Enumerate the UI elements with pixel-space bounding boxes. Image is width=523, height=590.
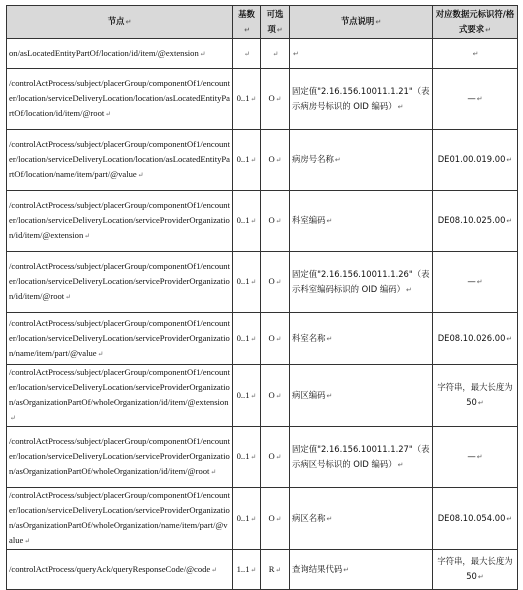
node-cell-text: /controlActProcess/subject/placerGroup/componentOf1/encounter/location/serviceDeliveryLocation/location/asLocatedEntityPartOf/location/name/item/part/@value <box>9 139 230 179</box>
cardinality-cell-text: 0..1 <box>236 332 250 343</box>
paragraph-mark: ↵ <box>250 391 257 400</box>
cardinality-cell <box>233 39 261 69</box>
paragraph-mark: ↵ <box>272 49 279 58</box>
paragraph-mark: ↵ <box>65 293 72 301</box>
paragraph-mark: ↵ <box>476 453 483 461</box>
paragraph-mark: ↵ <box>275 156 282 164</box>
description-cell-text: 病区名称 <box>292 512 326 523</box>
node-cell <box>7 69 233 130</box>
paragraph-mark: ↵ <box>397 460 404 469</box>
paragraph-mark: ↵ <box>326 391 333 400</box>
format-cell <box>433 130 518 191</box>
format-cell-text: DE08.10.025.00 <box>437 215 506 225</box>
paragraph-mark: ↵ <box>10 414 16 422</box>
paragraph-mark: ↵ <box>476 278 483 286</box>
description-cell-text: 固定值"2.16.156.10011.1.27"（表示病区号标识的 OID 编码） <box>292 443 430 469</box>
paragraph-mark: ↵ <box>334 156 341 164</box>
node-cell-text: /controlActProcess/subject/placerGroup/componentOf1/encounter/location/serviceDeliveryLocation/serviceProviderOrganization/asOrganizationPartOf/wholeOrganization/id/item/@extension <box>9 367 230 407</box>
description-cell <box>290 550 433 590</box>
optional-cell <box>261 130 290 191</box>
format-cell <box>433 313 518 365</box>
optional-cell <box>261 427 290 488</box>
format-cell-text: 字符串，最大长度为 50 <box>437 382 513 407</box>
description-cell <box>290 39 433 69</box>
paragraph-mark: ↵ <box>326 334 333 343</box>
paragraph-mark: ↵ <box>506 334 513 343</box>
format-cell <box>433 365 518 427</box>
header-node: 节点↵ <box>7 6 233 39</box>
table-row <box>7 488 518 550</box>
paragraph-mark: ↵ <box>199 49 206 58</box>
node-cell <box>7 365 233 427</box>
paragraph-mark: ↵ <box>275 278 282 286</box>
header-cardinality: 基数↵ <box>233 6 261 39</box>
table-row <box>7 191 518 252</box>
paragraph-mark: ↵ <box>477 399 484 407</box>
paragraph-mark: ↵ <box>97 349 104 358</box>
paragraph-mark: ↵ <box>477 573 484 581</box>
paragraph-mark: ↵ <box>326 217 333 225</box>
paragraph-mark: ↵ <box>275 514 282 523</box>
format-cell-text: 字符串，最大长度为 50 <box>437 556 513 581</box>
description-cell <box>290 191 433 252</box>
paragraph-mark: ↵ <box>397 102 404 111</box>
format-cell <box>433 488 518 550</box>
description-cell-text: 病房号名称 <box>292 154 334 164</box>
table-row <box>7 252 518 313</box>
format-cell <box>433 427 518 488</box>
paragraph-mark: ↵ <box>250 278 257 286</box>
description-cell-text: 病区编码 <box>292 389 326 400</box>
node-cell-text: on/asLocatedEntityPartOf/location/id/item/@extension <box>9 47 199 58</box>
paragraph-mark: ↵ <box>84 232 91 240</box>
optional-cell <box>261 313 290 365</box>
optional-cell-text: R <box>268 563 275 574</box>
table-header-row <box>7 6 518 39</box>
paragraph-mark: ↵ <box>506 514 513 523</box>
optional-cell-text: O <box>268 451 275 461</box>
table-row <box>7 427 518 488</box>
node-cell-text: /controlActProcess/subject/placerGroup/componentOf1/encounter/location/serviceDeliveryLocation/serviceProviderOrganization/asOrganizationPartOf/wholeOrganization/id/item/@root <box>9 436 230 476</box>
node-cell <box>7 130 233 191</box>
description-cell-text: 科室名称 <box>292 332 326 343</box>
table-row <box>7 39 518 69</box>
paragraph-mark: ↵ <box>250 95 257 103</box>
table-row <box>7 69 518 130</box>
cardinality-cell <box>233 69 261 130</box>
paragraph-mark: ↵ <box>210 468 217 476</box>
format-cell <box>433 39 518 69</box>
cardinality-cell <box>233 313 261 365</box>
table-body <box>7 39 518 590</box>
optional-cell-text: O <box>268 389 275 400</box>
paragraph-mark: ↵ <box>250 565 257 574</box>
description-cell-text: 固定值"2.16.156.10011.1.26"（表示科室编码标识的 OID 编码） <box>292 268 430 294</box>
paragraph-mark: ↵ <box>275 565 282 574</box>
node-cell-text: /controlActProcess/subject/placerGroup/componentOf1/encounter/location/serviceDeliveryLocation/serviceProviderOrganization/asOrganizationPartOf/wholeOrganization/name/item/part/@value <box>9 490 230 545</box>
paragraph-mark: ↵ <box>506 156 513 164</box>
description-cell <box>290 427 433 488</box>
node-cell-text: /controlActProcess/subject/placerGroup/componentOf1/encounter/location/serviceDeliveryLocation/location/asLocatedEntityPartOf/location/id/item/@root <box>9 78 230 118</box>
optional-cell <box>261 365 290 427</box>
node-cell <box>7 39 233 69</box>
table-row <box>7 313 518 365</box>
node-cell <box>7 313 233 365</box>
optional-cell <box>261 39 290 69</box>
paragraph-mark: ↵ <box>472 49 479 58</box>
node-spec-table <box>6 5 518 590</box>
node-cell-text: /controlActProcess/subject/placerGroup/componentOf1/encounter/location/serviceDeliveryLocation/serviceProviderOrganization/id/item/@root <box>9 261 230 301</box>
optional-cell-text: O <box>268 512 275 523</box>
node-cell-text: /controlActProcess/subject/placerGroup/componentOf1/encounter/location/serviceDeliveryLocation/serviceProviderOrganization/id/item/@extension <box>9 200 230 240</box>
header-format: 对应数据元标识符/格式要求↵ <box>433 6 518 39</box>
cardinality-cell-text: 1..1 <box>236 563 250 574</box>
optional-cell-text: O <box>268 154 275 164</box>
format-cell-text: — <box>467 93 476 103</box>
paragraph-mark: ↵ <box>250 217 257 225</box>
paragraph-mark: ↵ <box>275 391 282 400</box>
format-cell-text: — <box>467 276 476 286</box>
format-cell-text: DE01.00.019.00 <box>437 154 506 164</box>
paragraph-mark: ↵ <box>250 156 257 164</box>
format-cell-text: — <box>467 451 476 461</box>
optional-cell <box>261 488 290 550</box>
node-cell <box>7 191 233 252</box>
node-cell <box>7 488 233 550</box>
description-cell <box>290 69 433 130</box>
paragraph-mark: ↵ <box>405 285 412 294</box>
format-cell-text: DE08.10.026.00 <box>437 332 506 343</box>
description-cell <box>290 365 433 427</box>
node-cell-text: /controlActProcess/subject/placerGroup/componentOf1/encounter/location/serviceDeliveryLocation/serviceProviderOrganization/name/item/part/@value <box>9 317 230 358</box>
format-cell <box>433 550 518 590</box>
optional-cell-text: O <box>268 93 275 103</box>
paragraph-mark: ↵ <box>293 49 299 58</box>
paragraph-mark: ↵ <box>211 565 218 574</box>
optional-cell-text: O <box>268 332 275 343</box>
cardinality-cell <box>233 130 261 191</box>
cardinality-cell <box>233 191 261 252</box>
table-row <box>7 550 518 590</box>
header-description: 节点说明↵ <box>290 6 433 39</box>
cardinality-cell-text: 0..1 <box>236 389 250 400</box>
paragraph-mark: ↵ <box>105 110 112 118</box>
node-cell-text: /controlActProcess/queryAck/queryResponseCode/@code <box>9 563 211 574</box>
cardinality-cell-text: 0..1 <box>236 93 250 103</box>
optional-cell-text: O <box>268 215 275 225</box>
optional-cell-text: O <box>268 276 275 286</box>
description-cell <box>290 313 433 365</box>
paragraph-mark: ↵ <box>275 95 282 103</box>
format-cell <box>433 69 518 130</box>
cardinality-cell <box>233 427 261 488</box>
paragraph-mark: ↵ <box>506 217 513 225</box>
paragraph-mark: ↵ <box>343 565 350 574</box>
description-cell-text: 固定值"2.16.156.10011.1.21"（表示病房号标识的 OID 编码） <box>292 85 430 111</box>
paragraph-mark: ↵ <box>250 514 257 523</box>
paragraph-mark: ↵ <box>476 95 483 103</box>
format-cell <box>433 191 518 252</box>
paragraph-mark: ↵ <box>275 334 282 343</box>
paragraph-mark: ↵ <box>275 217 282 225</box>
cardinality-cell <box>233 550 261 590</box>
node-cell <box>7 427 233 488</box>
optional-cell <box>261 69 290 130</box>
optional-cell <box>261 550 290 590</box>
paragraph-mark: ↵ <box>244 49 250 58</box>
description-cell-text: 科室编码 <box>292 215 326 225</box>
format-cell-text: DE08.10.054.00 <box>437 512 506 523</box>
paragraph-mark: ↵ <box>275 453 282 461</box>
cardinality-cell-text: 0..1 <box>236 451 250 461</box>
paragraph-mark: ↵ <box>250 334 257 343</box>
table-row <box>7 365 518 427</box>
description-cell <box>290 488 433 550</box>
paragraph-mark: ↵ <box>137 171 144 179</box>
table-row <box>7 130 518 191</box>
description-cell <box>290 252 433 313</box>
node-cell <box>7 252 233 313</box>
cardinality-cell-text: 0..1 <box>236 276 250 286</box>
cardinality-cell <box>233 488 261 550</box>
cardinality-cell <box>233 365 261 427</box>
header-optional: 可选项↵ <box>261 6 290 39</box>
description-cell <box>290 130 433 191</box>
paragraph-mark: ↵ <box>250 453 257 461</box>
format-cell <box>433 252 518 313</box>
optional-cell <box>261 191 290 252</box>
node-cell <box>7 550 233 590</box>
cardinality-cell-text: 0..1 <box>236 215 250 225</box>
optional-cell <box>261 252 290 313</box>
cardinality-cell-text: 0..1 <box>236 512 250 523</box>
description-cell-text: 查询结果代码 <box>292 563 343 574</box>
paragraph-mark: ↵ <box>326 514 333 523</box>
cardinality-cell <box>233 252 261 313</box>
paragraph-mark: ↵ <box>24 537 31 545</box>
cardinality-cell-text: 0..1 <box>236 154 250 164</box>
